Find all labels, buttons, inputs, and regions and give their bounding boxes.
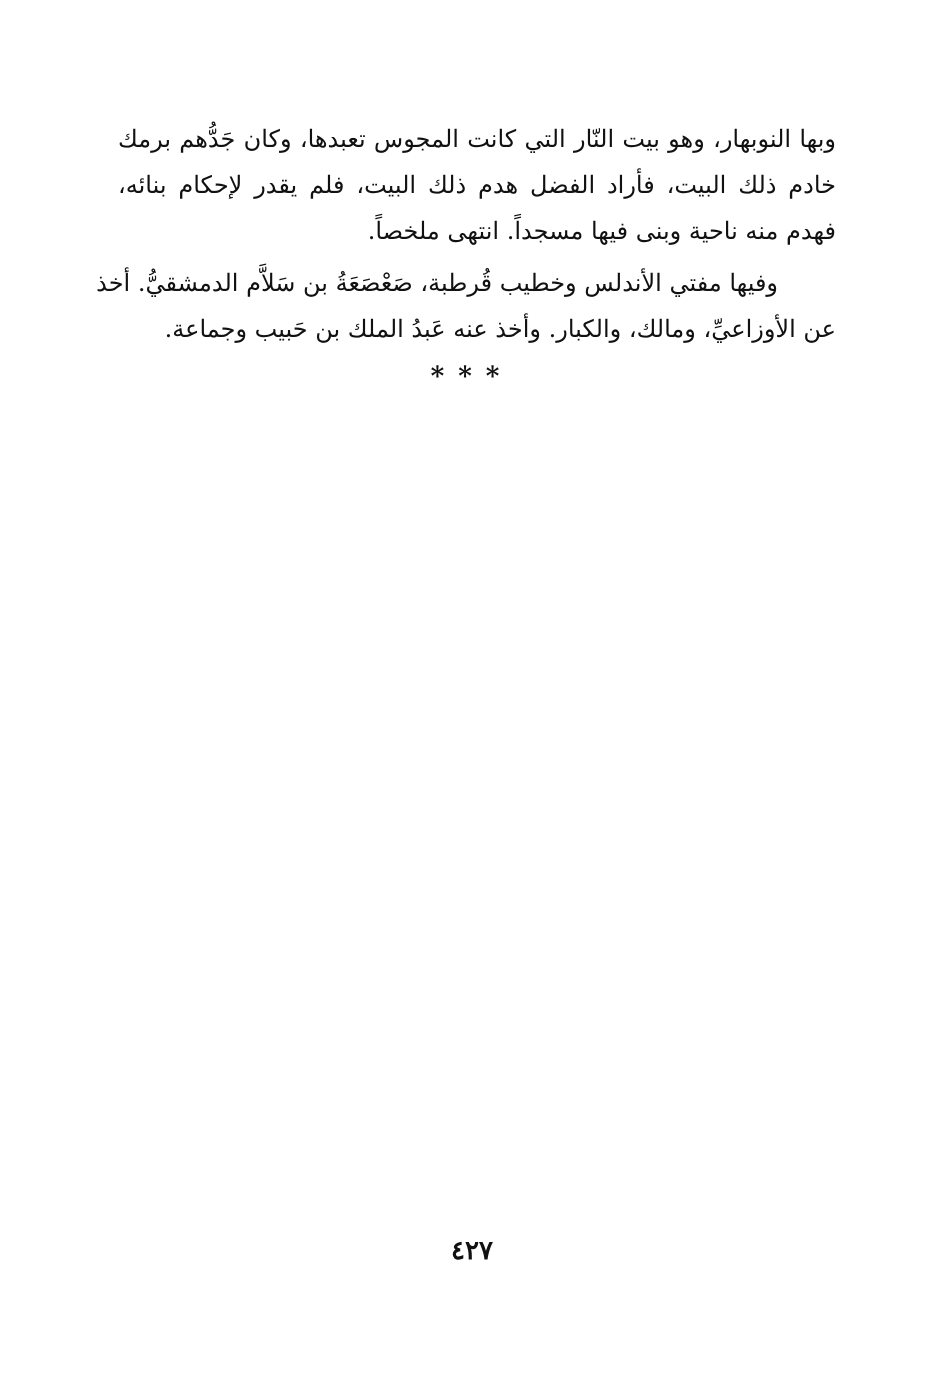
main-text (96, 116, 836, 352)
paragraph-2-line-1: وفيها مفتي الأندلس وخطيب قُرطبة، صَعْصَعَةُ بن سَلاَّم الدمشقيُّ. أخذ (96, 269, 778, 297)
paragraph-1-line-1: وبها النوبهار، وهو بيت النّار التي كانت المجوس تعبدها، وكان جَدُّهم برمك (118, 125, 836, 153)
paragraph-2 (96, 260, 836, 352)
paragraph-2-line-2: عن الأوزاعيِّ، ومالك، والكبار. وأخذ عنه عَبدُ الملك بن حَبيب وجماعة. (164, 315, 836, 343)
paragraph-1 (118, 116, 836, 254)
page-number: ٤٢٧ (451, 1236, 493, 1266)
paragraph-1-line-3: فهدم منه ناحية وبنى فيها مسجداً. انتهى ملخصاً. (367, 217, 836, 245)
section-separator: *** (430, 362, 514, 392)
paragraph-1-line-2: خادم ذلك البيت، فأراد الفضل هدم ذلك البيت، فلم يقدر لإحكام بنائه، (118, 171, 836, 199)
